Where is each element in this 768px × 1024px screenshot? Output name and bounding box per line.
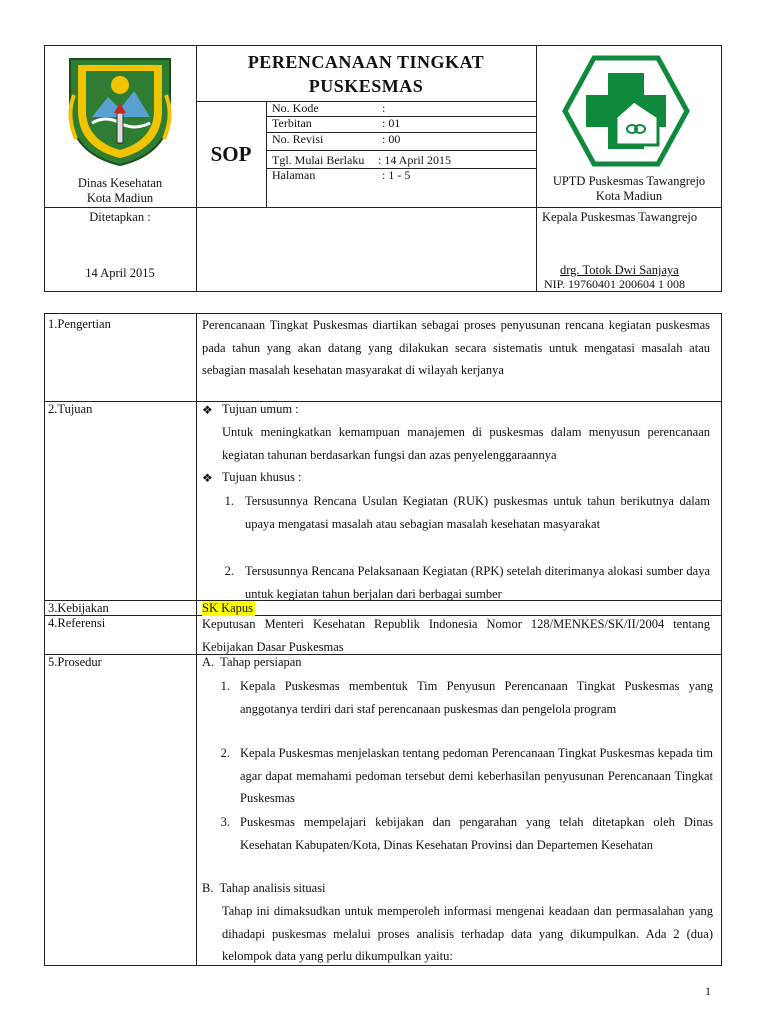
kepala-label: Kepala Puskesmas Tawangrejo (542, 210, 698, 224)
prosedur-a-item: Kepala Puskesmas membentuk Tim Penyusun Perencanaan Tingkat Puskesmas yang anggotanya terdiri dari staf perencanaan puskesmas dan pengelola program (240, 679, 713, 716)
signer-nip: NIP. 19760401 200604 1 008 (544, 277, 686, 291)
field-label-kode: No. Kode (272, 101, 319, 115)
prosedur-a-title: A. Tahap persiapan (202, 655, 302, 669)
madiun-crest-logo (62, 55, 178, 167)
signer-name: drg. Totok Dwi Sanjaya (560, 263, 679, 277)
diamond-bullet-icon: ❖ (202, 403, 213, 417)
diamond-bullet-icon: ❖ (202, 471, 213, 485)
field-label-terbitan: Terbitan (272, 116, 312, 130)
tujuan-umum-title: Tujuan umum : (222, 402, 299, 416)
label-prosedur: 5.Prosedur (48, 655, 102, 669)
kebijakan-text: SK Kapus (202, 601, 254, 615)
label-kebijakan: 3.Kebijakan (48, 601, 109, 615)
tujuan-khusus-item: Tersusunnya Rencana Usulan Kegiatan (RUK) puskesmas untuk tahun berikutnya dalam upaya mengatasi masalah atau sebagian masalah kesehatan masyarakat (245, 494, 710, 531)
prosedur-a-item: Puskesmas mempelajari kebijakan dan pengarahan yang telah ditetapkan oleh Dinas Kesehatan Kabupaten/Kota, Dinas Kesehatan Provinsi dan Departemen Kesehatan (240, 815, 713, 852)
field-label-tgl: Tgl. Mulai Berlaku (272, 153, 365, 167)
tujuan-khusus-title: Tujuan khusus : (222, 470, 302, 484)
label-referensi: 4.Referensi (48, 616, 106, 630)
right-org-line2: Kota Madiun (595, 189, 663, 203)
tujuan-umum-text: Untuk meningkatkan kemampuan manajemen di puskesmas dalam menyusun perencanaan kegiatan tahunan berdasarkan fungsi dan azas penyelenggaraannya (222, 425, 710, 462)
doc-title-line2: PUSKESMAS (308, 76, 424, 96)
field-value-terbitan: : 01 (382, 116, 401, 130)
tujuan-khusus-item: Tersusunnya Rencana Pelaksanaan Kegiatan (RPK) setelah diterimanya alokasi sumber daya untuk kegiatan tahun berjalan dari berbagai sumber (245, 564, 710, 600)
right-org-line1: UPTD Puskesmas Tawangrejo (552, 174, 706, 188)
field-value-halaman: : 1 - 5 (382, 168, 411, 182)
list-number: 2. (220, 746, 230, 760)
list-number: 1. (220, 679, 230, 693)
left-org-line1: Dinas Kesehatan (77, 176, 163, 190)
prosedur-b-text: Tahap ini dimaksudkan untuk memperoleh informasi mengenai keadaan dan permasalahan yang dihadapi puskesmas melalui proses analisis terhadap data yang dikumpulkan. Ada 2 (dua) kelompok data yang perlu dikumpulkan yaitu: (222, 904, 713, 963)
list-number: 3. (220, 815, 230, 829)
label-pengertian: 1.Pengertian (48, 317, 111, 331)
sop-label: SOP (210, 142, 252, 166)
doc-title-line1: PERENCANAAN TINGKAT (247, 52, 485, 72)
referensi-text: Keputusan Menteri Kesehatan Republik Indonesia Nomor 128/MENKES/SK/II/2004 tentang Kebijakan Dasar Puskesmas (202, 617, 710, 654)
page-number: 1 (705, 984, 711, 998)
pengertian-text: Perencanaan Tingkat Puskesmas diartikan sebagai proses penyusunan rencana kegiatan puskesmas pada tahun yang akan datang yang dilakukan secara sistematis untuk mengatasi masalah atau sebagian masalah kesehatan masyarakat di wilayah kerjanya (202, 318, 710, 377)
field-label-revisi: No. Revisi (272, 132, 324, 146)
date-label: 14 April 2015 (85, 266, 155, 280)
list-number: 2. (224, 564, 234, 578)
puskesmas-logo (562, 55, 690, 167)
field-value-revisi: : 00 (382, 132, 401, 146)
field-label-halaman: Halaman (272, 168, 316, 182)
left-org-line2: Kota Madiun (86, 191, 154, 205)
prosedur-a-item: Kepala Puskesmas menjelaskan tentang pedoman Perencanaan Tingkat Puskesmas kepada tim agar dapat memahami pedoman tersebut demi keberhasilan penyusunan Perencanaan Tingkat Puskesmas (240, 746, 713, 805)
ditetapkan-label: Ditetapkan : (89, 210, 151, 224)
label-tujuan: 2.Tujuan (48, 402, 93, 416)
list-number: 1. (224, 494, 234, 508)
field-value-kode: : (382, 101, 386, 115)
prosedur-b-title: B. Tahap analisis situasi (202, 881, 326, 895)
field-value-tgl: : 14 April 2015 (378, 153, 452, 167)
